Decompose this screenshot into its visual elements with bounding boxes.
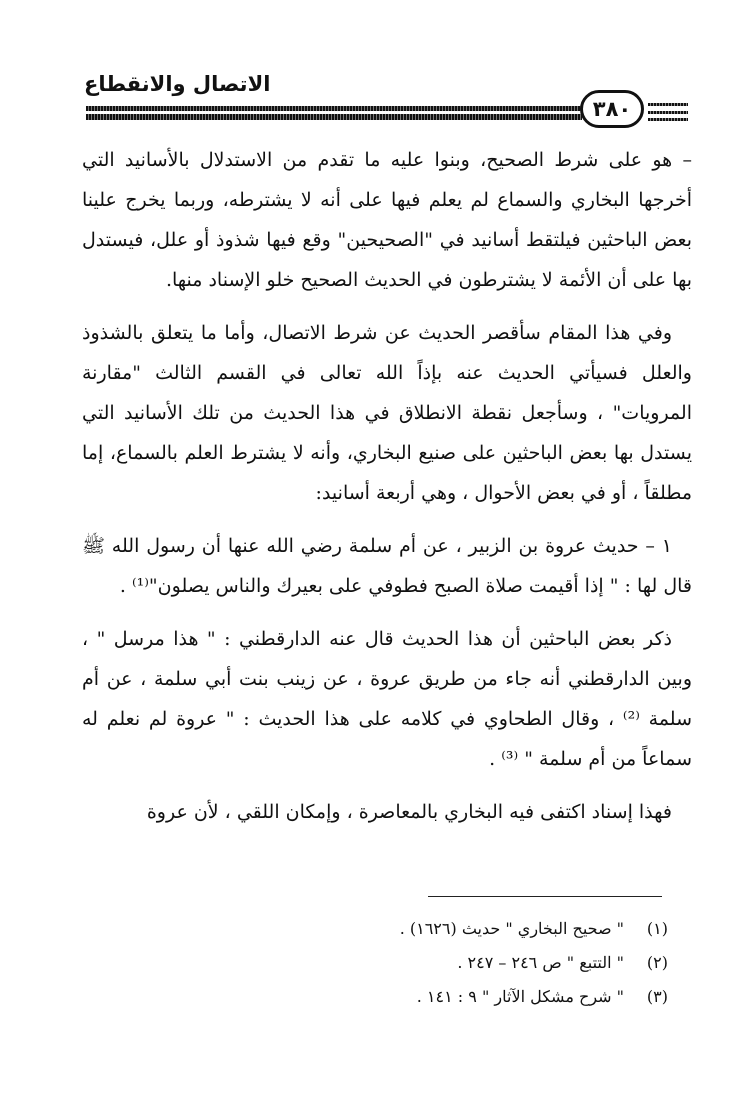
header-rule (648, 118, 688, 121)
header-rule (86, 106, 582, 111)
page-number: ٣٨٠ (580, 90, 644, 128)
paragraph: – هو على شرط الصحيح، وبنوا عليه ما تقدم من الاستدلال بالأسانيد التي أخرجها البخاري والسماع لم يعلم فيها على أنه لا يشترطه، وربما يخرج علينا بعض الباحثين فيلتقط أسانيد في "الصحيحين" وقع فيها شذوذ أو علل، فيستدل بها على أن الأئمة لا يشترطون في الحديث الصحيح خلو الإسناد منها. (82, 149, 692, 291)
footnote-divider (428, 896, 662, 897)
footnote-text: " شرح مشكل الآثار " ٩ : ١٤١ . (416, 987, 624, 1006)
footnote-text: " صحيح البخاري " حديث (١٦٢٦) . (399, 919, 624, 938)
footnote (200, 980, 668, 1014)
footnote-number: (١) (646, 919, 668, 938)
paragraph: ١ – حديث عروة بن الزبير ، عن أم سلمة رضي الله عنها أن رسول الله ﷺ قال لها : " إذا أقيمت صلاة الصبح فطوفي على بعيرك والناس يصلون"⁽¹⁾ . (82, 535, 692, 597)
running-title: الاتصال والانقطاع (84, 72, 271, 96)
footnotes (200, 912, 668, 1014)
footnote (200, 946, 668, 980)
footnote-number: (٢) (646, 953, 668, 972)
paragraph: ذكر بعض الباحثين أن هذا الحديث قال عنه الدارقطني : " هذا مرسل " ، وبين الدارقطني أنه جاء من طريق عروة ، عن زينب بنت أبي سلمة ، عن أم سلمة ⁽²⁾ ، وقال الطحاوي في كلامه على هذا الحديث : " عروة لم نعلم له سماعاً من أم سلمة " ⁽³⁾ . (82, 628, 692, 770)
footnote-text: " التتبع " ص ٢٤٦ – ٢٤٧ . (457, 953, 624, 972)
paragraph: فهذا إسناد اكتفى فيه البخاري بالمعاصرة ، وإمكان اللقي ، لأن عروة (146, 801, 672, 823)
header-rule (648, 111, 688, 114)
header-rule (86, 114, 582, 120)
paragraph: وفي هذا المقام سأقصر الحديث عن شرط الاتصال، وأما ما يتعلق بالشذوذ والعلل فسيأتي الحديث عنه بإذاً الله تعالى في القسم الثالث "مقارنة المرويات" ، وسأجعل نقطة الانطلاق في هذا الحديث من تلك الأسانيد التي يستدل بها بعض الباحثين على صنيع البخاري، وأنه لا يشترط العلم بالسماع، إما مطلقاً ، أو في بعض الأحوال ، وهي أربعة أسانيد: (82, 322, 692, 504)
header-rule (648, 103, 688, 106)
footnote (200, 912, 668, 946)
body-text (82, 140, 692, 845)
footnote-number: (٣) (646, 987, 668, 1006)
